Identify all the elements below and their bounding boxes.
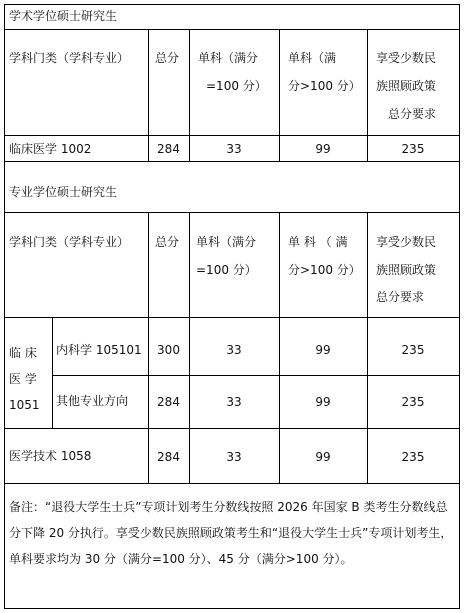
professional-header-minority-line2: 族照顾政策: [376, 263, 437, 277]
professional-header-single-a-line2: =100 分）: [196, 263, 257, 277]
academic-header-single-a-line1: 单科（满分: [198, 51, 259, 65]
professional-row1-minority: 235: [401, 343, 425, 357]
professional-row2-subject: 其他专业方向: [56, 394, 129, 408]
group-label-line2: 医 学: [9, 372, 37, 386]
professional-header-single-b-line1: 单 科 （ 满: [288, 235, 348, 249]
academic-header-minority-line3: 总分要求: [388, 107, 437, 121]
professional-row1-single-b: 99: [315, 343, 331, 357]
professional-row2-total: 284: [157, 395, 180, 409]
footnote: 备注：“退役大学生士兵”专项计划考生分数线按照 2026 年国家 B 类考生分数线总分下降 20 分执行。享受少数民族照顾政策考生和“退役大学生士兵”专项计划考生，单科要求均为 30 分（满分=100 分）、45 分（满分>100 分）。: [9, 500, 453, 566]
academic-header-total: 总分: [155, 51, 180, 65]
professional-row3-minority: 235: [401, 450, 425, 464]
professional-header-minority-line1: 享受少数民: [376, 235, 437, 249]
professional-header-subject: 学科门类（学科专业）: [9, 235, 130, 249]
academic-header-minority-line1: 享受少数民: [376, 51, 437, 65]
academic-header-single-b-line2: 分>100 分）: [288, 79, 361, 93]
professional-row2-single-a: 33: [226, 395, 242, 409]
professional-header-single-b-line2: 分>100 分）: [288, 263, 361, 277]
professional-header-single-a-line1: 单科（满分: [196, 235, 257, 249]
professional-row3-subject: 医学技术 1058: [9, 449, 92, 463]
academic-row-minority: 235: [401, 142, 425, 156]
academic-header-single-b-line1: 单科（满: [288, 51, 337, 65]
professional-row2-minority: 235: [401, 395, 425, 409]
professional-header-total: 总分: [155, 235, 180, 249]
professional-section-title: 专业学位硕士研究生: [9, 185, 118, 199]
professional-row3-total: 284: [157, 450, 180, 464]
academic-row-total: 284: [157, 142, 180, 156]
academic-row-subject: 临床医学 1002: [9, 142, 92, 156]
professional-row3-single-b: 99: [315, 450, 331, 464]
professional-header-minority-line3: 总分要求: [376, 290, 425, 304]
professional-row3-single-a: 33: [226, 450, 242, 464]
group-label-line1: 临 床: [9, 346, 37, 360]
professional-row2-single-b: 99: [315, 395, 331, 409]
academic-header-subject: 学科门类（学科专业）: [9, 51, 130, 65]
professional-row1-subject: 内科学 105101: [56, 343, 142, 357]
academic-row-single-b: 99: [315, 142, 331, 156]
academic-header-single-a-line2: =100 分）: [206, 79, 267, 93]
professional-row1-single-a: 33: [226, 343, 242, 357]
academic-section-title: 学术学位硕士研究生: [9, 9, 118, 23]
academic-header-minority-line2: 族照顾政策: [376, 79, 437, 93]
professional-row1-total: 300: [157, 343, 180, 357]
group-label-line3: 1051: [9, 398, 40, 412]
academic-row-single-a: 33: [226, 142, 242, 156]
